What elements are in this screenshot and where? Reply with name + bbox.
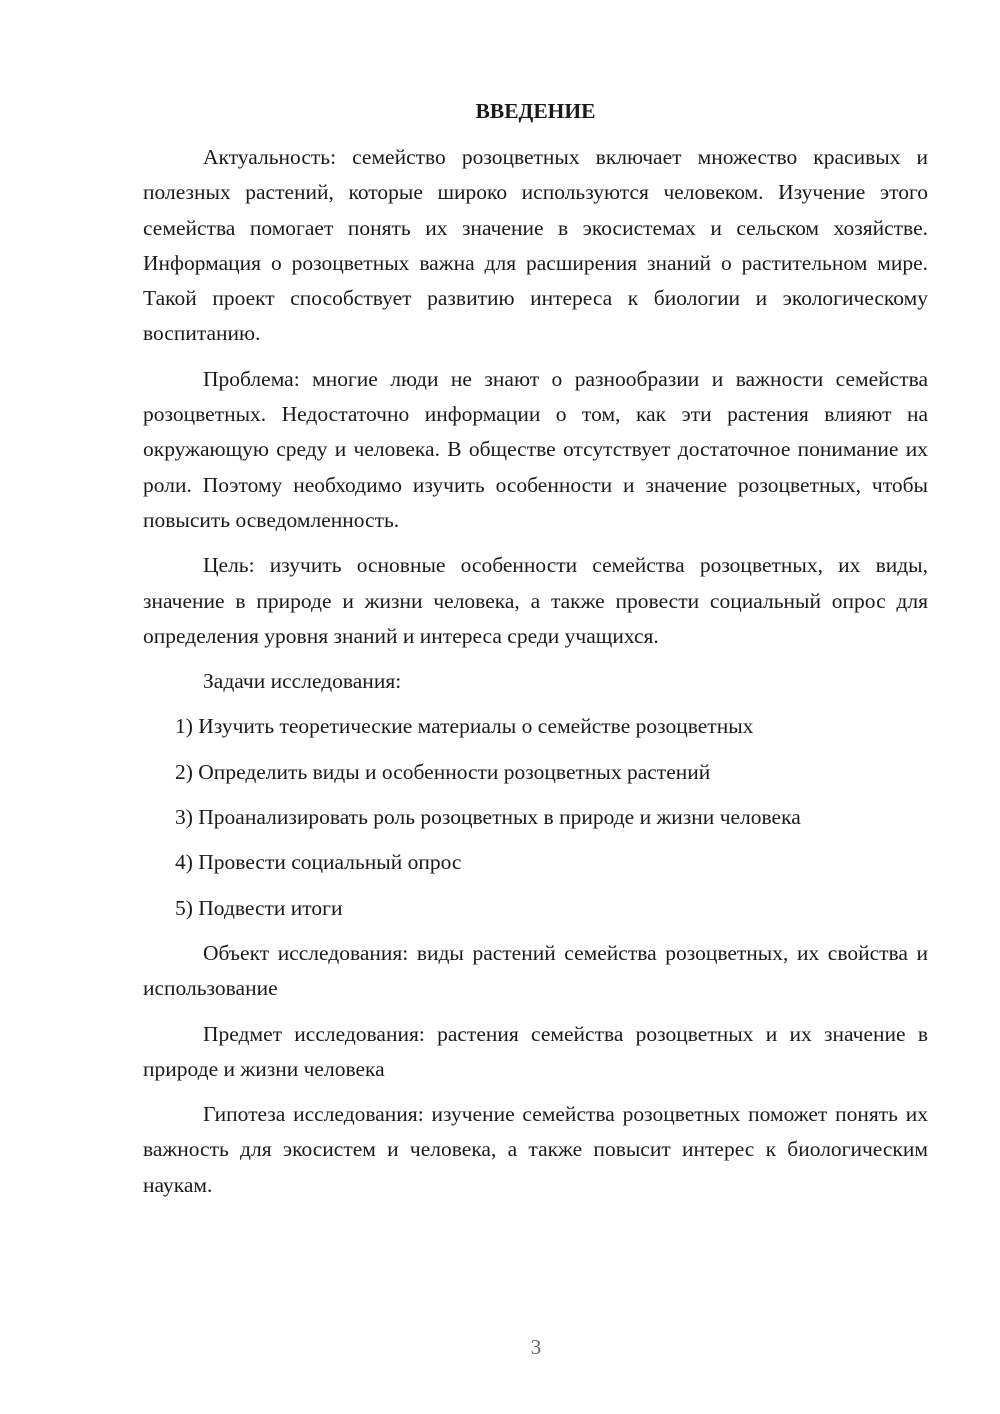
page-title: ВВЕДЕНИЕ	[475, 99, 596, 123]
relevance-paragraph: Актуальность: семейство розоцветных включает множество красивых и полезных растений, которые широко используются человеком. Изучение этого семейства помогает понять их значение в экосистемах и сельском хозяйстве. Информация о розоцветных важна для расширения знаний о растительном мире. Такой проект способствует развитию интереса к биологии и экологическому воспитанию.	[143, 145, 928, 346]
task-item: 4) Провести социальный опрос	[175, 850, 462, 875]
object-paragraph: Объект исследования: виды растений семейства розоцветных, их свойства и использование	[143, 940, 928, 1001]
task-item: 1) Изучить теоретические материалы о семействе розоцветных	[175, 714, 754, 739]
task-item: 3) Проанализировать роль розоцветных в природе и жизни человека	[175, 805, 801, 830]
tasks-title: Задачи исследования:	[203, 669, 402, 694]
page-number: 3	[530, 1335, 542, 1359]
subject-paragraph: Предмет исследования: растения семейства розоцветных и их значение в природе и жизни человека	[143, 1021, 928, 1081]
page-content	[143, 96, 928, 1203]
problem-paragraph: Проблема: многие люди не знают о разнообразии и важности семейства розоцветных. Недостаточно информации о том, как эти растения влияют на окружающую среду и человека. В обществе отсутствует достаточное понимание их роли. Поэтому необходимо изучить особенности и значение розоцветных, чтобы повысить осведомленность.	[143, 366, 928, 532]
hypothesis-paragraph: Гипотеза исследования: изучение семейства розоцветных поможет понять их важность для экосистем и человека, а также повысит интерес к биологическим наукам.	[143, 1102, 928, 1197]
goal-paragraph: Цель: изучить основные особенности семейства розоцветных, их виды, значение в природе и жизни человека, а также провести социальный опрос для определения уровня знаний и интереса среди учащихся.	[143, 553, 928, 648]
task-list	[143, 709, 928, 925]
task-item: 2) Определить виды и особенности розоцветных растений	[175, 759, 711, 784]
task-item: 5) Подвести итоги	[175, 895, 343, 920]
